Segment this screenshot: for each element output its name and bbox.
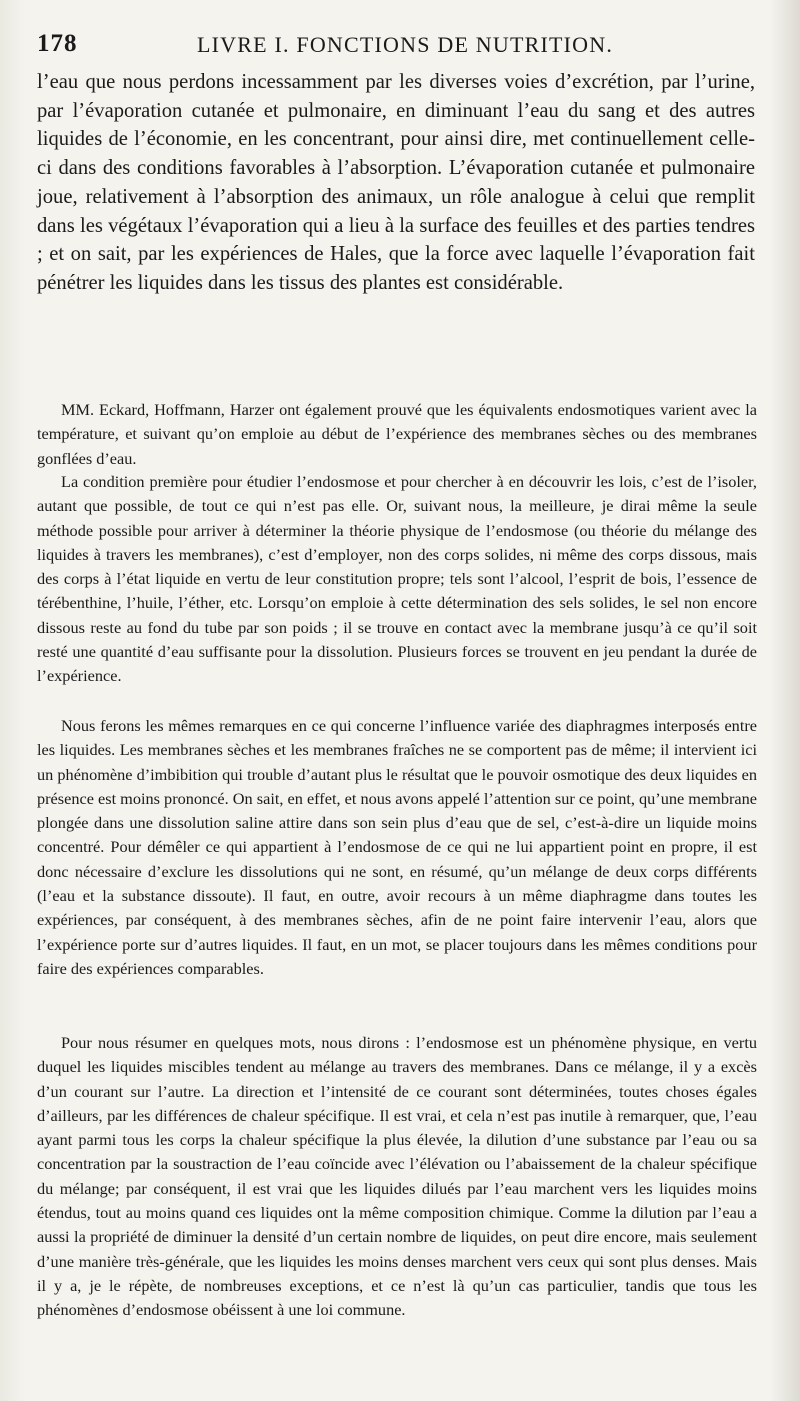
paragraph-1: La condition première pour étudier l’endosmose et pour chercher à en découvrir les lois, c’est de l’isoler, autant que possible, de tout ce qui n’est pas elle. Or, suivant nous, la meilleure, je dirai même la seule méthode possible pour arriver à déterminer la théorie physique de l’endosmose (ou théorie du mélange des liquides à travers les membranes), c’est d’employer, non des corps solides, ni même des corps dissous, mais des corps à l’état liquide en vertu de leur constitution propre; tels sont l’alcool, l’esprit de bois, l’essence de térébenthine, l’huile, l’éther, etc. Lorsqu’on emploie à cette détermination des sels solides, le sel non encore dissous reste au fond du tube par son poids ; il se trouve en contact avec la membrane jusqu’à ce qu’il soit resté une quantité d’eau suffisante pour la dissolution. Plusieurs forces se trouvent en jeu pendant la durée de l’expérience. [37,472,757,686]
paragraph-2: Nous ferons les mêmes remarques en ce qui concerne l’influence variée des diaphragmes interposés entre les liquides. Les membranes sèches et les membranes fraîches ne se comportent pas de même; il intervient ici un phénomène d’imbibition qui trouble d’autant plus le résultat que le pouvoir osmotique des deux liquides en présence est moins prononcé. On sait, en effet, et nous avons appelé l’attention sur ce point, qu’une membrane plongée dans une dissolution saline attire dans son sein plus d’eau que de sel, c’est-à-dire un liquide moins concentré. Pour démêler ce qui appartient à l’endosmose de ce qui ne lui appartient point en propre, il est donc nécessaire d’exclure les dissolutions qui ne sont, en résumé, qu’un mélange de deux corps différents (l’eau et la substance dissoute). Il faut, en outre, avoir recours à un même diaphragme dans toutes les expériences, par conséquent, à des membranes sèches, afin de ne point faire intervenir l’eau, alors que l’expérience porte sur d’autres liquides. Il faut, en un mot, se placer toujours dans les mêmes conditions pour faire des expériences comparables. [37,716,757,978]
paragraph-3: Pour nous résumer en quelques mots, nous dirons : l’endosmose est un phénomène physique, en vertu duquel les liquides miscibles tendent au mélange au travers des membranes. Dans ce mélange, il y a excès d’un courant sur l’autre. La direction et l’intensité de ce courant sont déterminées, toutes choses égales d’ailleurs, par les différences de chaleur spécifique. Il est vrai, et cela n’est pas inutile à remarquer, que, l’eau ayant parmi tous les corps la chaleur spécifique la plus élevée, la dilution d’une substance par l’eau ou sa concentration par la soustraction de l’eau coïncide avec l’élévation ou l’abaissement de la chaleur spécifique du mélange; par conséquent, il est vrai que les liquides dilués par l’eau marchent vers les liquides moins étendus, tout au moins quand ces liquides ont la même composition chimique. Comme la dilution par l’eau a aussi la propriété de diminuer la densité d’un certain nombre de liquides, on peut dire encore, mais seulement d’une manière très-générale, que les liquides les moins denses marchent vers ceux qui sont plus denses. Mais il y a, je le répète, de nombreuses exceptions, et ce n’est là qu’un cas particulier, tandis que tous les phénomènes d’endosmose obéissent à une loi commune. [37,1033,757,1320]
paragraph-block-3 [37,1031,757,1323]
paragraph-block-2 [37,714,757,981]
main-paragraph-block [37,68,755,298]
main-paragraph: l’eau que nous perdons incessamment par les diverses voies d’excrétion, par l’urine, par l’évaporation cutanée et pulmonaire, en diminuant l’eau du sang et des autres liquides de l’économie, en les concentrant, pour ainsi dire, met continuellement celle-ci dans des conditions favorables à l’absorption. L’évaporation cutanée et pulmonaire joue, relativement à l’absorption des animaux, un rôle analogue à celui que remplit dans les végétaux l’évaporation qui a lieu à la surface des feuilles et des parties tendres ; et on sait, par les expériences de Hales, que la force avec laquelle l’évaporation fait pénétrer les liquides dans les tissus des plantes est considérable. [37,71,755,294]
running-head: LIVRE I. FONCTIONS DE NUTRITION. [197,32,614,57]
page-header [37,30,777,60]
note-block [37,398,757,471]
page-number: 178 [37,30,78,57]
paragraph-block-1 [37,470,757,689]
note-paragraph: MM. Eckard, Hoffmann, Harzer ont également prouvé que les équivalents endosmotiques varient avec la température, et suivant qu’on emploie au début de l’expérience des membranes sèches ou des membranes gonflées d’eau. [37,400,757,468]
